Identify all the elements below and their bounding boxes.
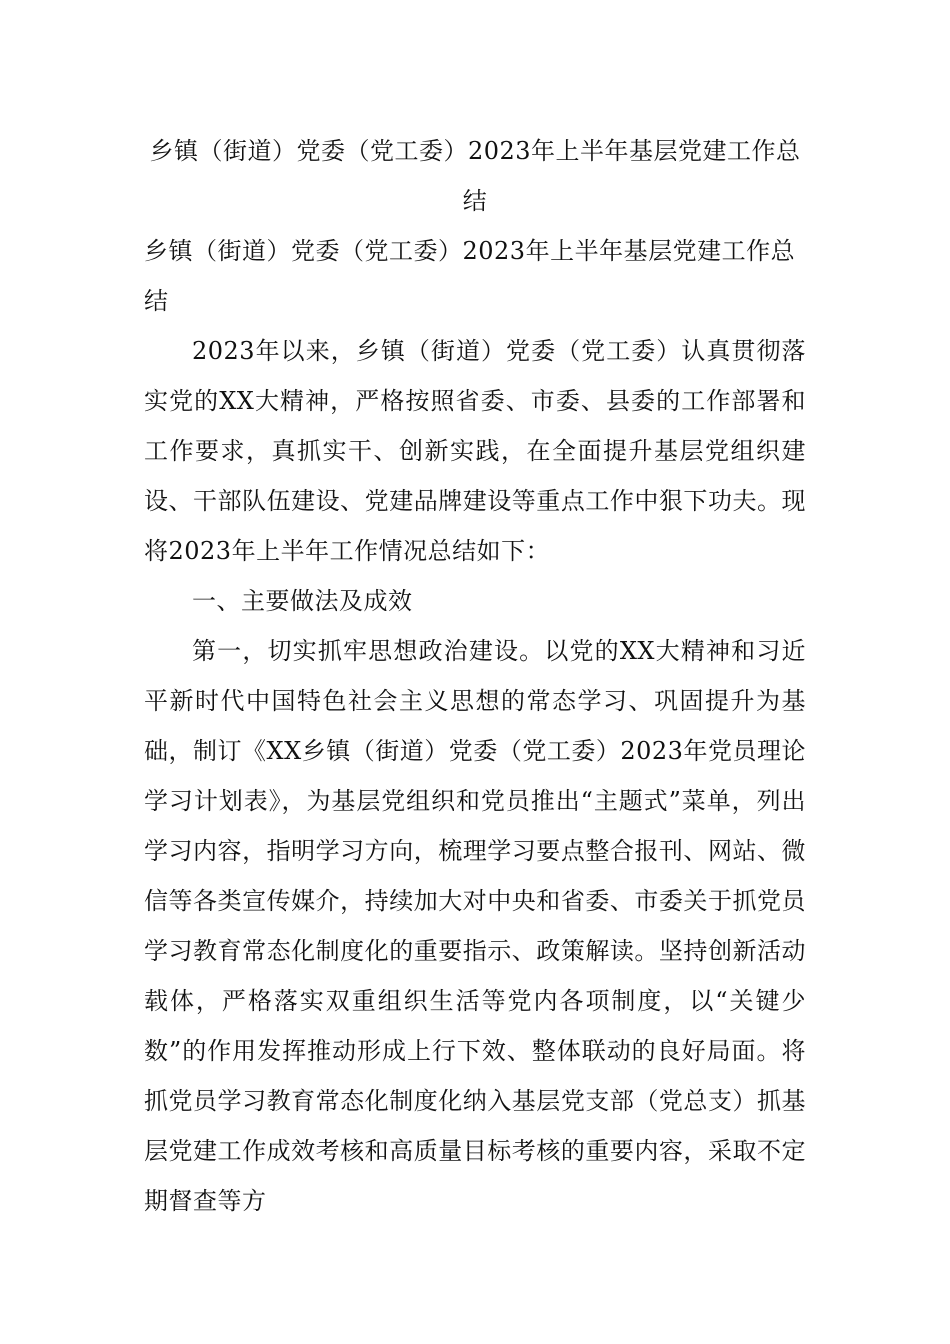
section-heading: 一、主要做法及成效 xyxy=(192,587,413,615)
document-title: 乡镇（街道）党委（党工委）2023年上半年基层党建工作总结 xyxy=(149,137,801,215)
body-paragraph: 第一，切实抓牢思想政治建设。以党的XX大精神和习近平新时代中国特色社会主义思想的常态学习、巩固提升为基础，制订《XX乡镇（街道）党委（党工委）2023年党员理论学习计划表》，为基层党组织和党员推出“主题式”菜单，列出学习内容，指明学习方向，梳理学习要点整合报刊、网站、微信等各类宣传媒介，持续加大对中央和省委、市委关于抓党员学习教育常态化制度化的重要指示、政策解读。坚持创新活动载体，严格落实双重组织生活等党内各项制度，以“关键少数”的作用发挥推动形成上行下效、整体联动的良好局面。将抓党员学习教育常态化制度化纳入基层党支部（党总支）抓基层党建工作成效考核和高质量目标考核的重要内容，采取不定期督查等方 xyxy=(144,637,806,1215)
document-subtitle: 乡镇（街道）党委（党工委）2023年上半年基层党建工作总结 xyxy=(144,237,796,315)
document-page xyxy=(144,126,806,1226)
intro-paragraph: 2023年以来，乡镇（街道）党委（党工委）认真贯彻落实党的XX大精神，严格按照省委、市委、县委的工作部署和工作要求，真抓实干、创新实践，在全面提升基层党组织建设、干部队伍建设、党建品牌建设等重点工作中狠下功夫。现将2023年上半年工作情况总结如下： xyxy=(144,337,806,565)
